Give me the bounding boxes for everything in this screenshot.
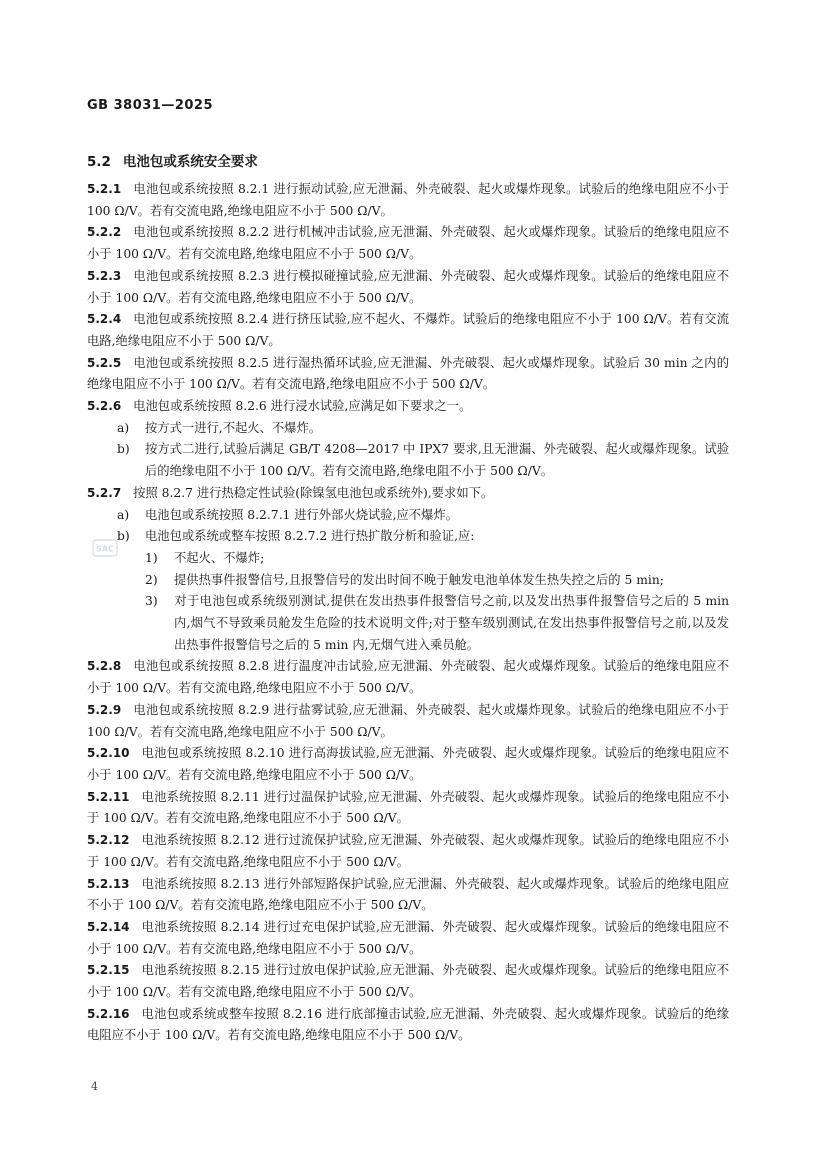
clause-number: 5.2.11	[87, 789, 130, 804]
clause-5-2-4	[87, 309, 729, 352]
list-text: 按方式一进行,不起火、不爆炸。	[145, 420, 322, 435]
clause-5-2-15	[87, 960, 729, 1003]
sub-list-text: 不起火、不爆炸;	[174, 550, 265, 565]
clause-number: 5.2.6	[87, 399, 122, 414]
clause-text: 电池包或系统按照 8.2.8 进行温度冲击试验,应无泄漏、外壳破裂、起火或爆炸现象。试验后的绝缘电阻应不小于 100 Ω/V。若有交流电路,绝缘电阻应不小于 500 Ω/V。	[87, 659, 729, 696]
clause-number: 5.2.7	[87, 485, 122, 500]
sub-list-text: 提供热事件报警信号,且报警信号的发出时间不晚于触发电池单体发生热失控之后的 5 min;	[174, 572, 664, 587]
list-label: a)	[117, 420, 130, 435]
list-label: a)	[117, 507, 130, 522]
section-number: 5.2	[87, 154, 111, 170]
clause-text: 电池包或系统按照 8.2.9 进行盐雾试验,应无泄漏、外壳破裂、起火或爆炸现象。试验后的绝缘电阻应不小于 100 Ω/V。若有交流电路,绝缘电阻应不小于 500 Ω/V。	[87, 702, 729, 739]
clause-5-2-16	[87, 1004, 729, 1047]
clause-5-2-12	[87, 830, 729, 873]
clause-text: 电池包或系统按照 8.2.10 进行高海拔试验,应无泄漏、外壳破裂、起火或爆炸现象。试验后的绝缘电阻应不小于 100 Ω/V。若有交流电路,绝缘电阻应不小于 500 Ω/V。	[87, 746, 729, 782]
clause-number: 5.2.5	[87, 355, 122, 370]
list-item	[87, 526, 729, 548]
clause-5-2-2	[87, 222, 729, 265]
clause-5-2-14	[87, 917, 729, 960]
section-heading	[87, 150, 258, 170]
list-item	[87, 418, 729, 440]
sub-list-item	[87, 548, 729, 570]
page-number: 4	[91, 1080, 98, 1093]
clause-number: 5.2.12	[87, 833, 130, 848]
clause-number: 5.2.14	[87, 919, 130, 934]
sub-list-label: 1)	[145, 550, 158, 565]
sub-list-item	[87, 570, 729, 592]
clause-text: 电池系统按照 8.2.14 进行过充电保护试验,应无泄漏、外壳破裂、起火或爆炸现象。试验后的绝缘电阻应不小于 100 Ω/V。若有交流电路,绝缘电阻应不小于 500 Ω/V。	[87, 919, 729, 956]
list-text: 按方式二进行,试验后满足 GB/T 4208—2017 中 IPX7 要求,且无泄漏、外壳破裂、起火或爆炸现象。试验后的绝缘电阻不小于 100 Ω/V。若有交流电路,绝缘电阻不小于 500 Ω/V。	[145, 442, 729, 479]
clause-5-2-8	[87, 656, 729, 699]
list-item	[87, 439, 729, 482]
list-label: b)	[117, 442, 130, 457]
clause-number: 5.2.16	[87, 1006, 130, 1021]
clause-text: 电池系统按照 8.2.11 进行过温保护试验,应无泄漏、外壳破裂、起火或爆炸现象。试验后的绝缘电阻应不小于 100 Ω/V。若有交流电路,绝缘电阻应不小于 500 Ω/V。	[87, 789, 729, 826]
sub-list-label: 2)	[145, 572, 158, 587]
clause-5-2-9	[87, 700, 729, 743]
clause-number: 5.2.8	[87, 659, 122, 674]
clause-text: 按照 8.2.7 进行热稳定性试验(除镍氢电池包或系统外),要求如下。	[133, 485, 494, 500]
clause-5-2-13	[87, 874, 729, 917]
clause-text: 电池包或系统按照 8.2.6 进行浸水试验,应满足如下要求之一。	[133, 399, 472, 414]
clause-5-2-5	[87, 353, 729, 396]
sub-list-label: 3)	[145, 594, 158, 609]
clause-5-2-11	[87, 787, 729, 830]
clause-text: 电池系统按照 8.2.13 进行外部短路保护试验,应无泄漏、外壳破裂、起火或爆炸现象。试验后的绝缘电阻应不小于 100 Ω/V。若有交流电路,绝缘电阻应不小于 500 Ω/V。	[87, 876, 729, 913]
sub-list-text: 对于电池包或系统级别测试,提供在发出热事件报警信号之前,以及发出热事件报警信号之后的 5 min 内,烟气不导致乘员舱发生危险的技术说明文件;对于整车级别测试,在发出热事件报警信号之前,以及发出热事件报警信号之后的 5 min 内,无烟气进入乘员舱。	[174, 594, 729, 652]
list-text: 电池包或系统按照 8.2.7.1 进行外部火烧试验,应不爆炸。	[145, 507, 458, 522]
clause-text: 电池包或系统按照 8.2.3 进行模拟碰撞试验,应无泄漏、外壳破裂、起火或爆炸现象。试验后的绝缘电阻应不小于 100 Ω/V。若有交流电路,绝缘电阻应不小于 500 Ω/V。	[87, 268, 729, 305]
list-label: b)	[117, 529, 130, 544]
clause-text: 电池包或系统按照 8.2.4 进行挤压试验,应不起火、不爆炸。试验后的绝缘电阻应不小于 100 Ω/V。若有交流电路,绝缘电阻应不小于 500 Ω/V。	[87, 312, 729, 348]
clause-text: 电池系统按照 8.2.15 进行过放电保护试验,应无泄漏、外壳破裂、起火或爆炸现象。试验后的绝缘电阻应不小于 100 Ω/V。若有交流电路,绝缘电阻应不小于 500 Ω/V。	[87, 963, 729, 1000]
list-item	[87, 505, 729, 527]
svg-text:SAC: SAC	[96, 544, 114, 554]
clause-number: 5.2.9	[87, 702, 122, 717]
standard-id: GB 38031—2025	[87, 98, 214, 113]
clause-number: 5.2.2	[87, 225, 122, 240]
clause-text: 电池包或系统或整车按照 8.2.16 进行底部撞击试验,应无泄漏、外壳破裂、起火或爆炸现象。试验后的绝缘电阻应不小于 100 Ω/V。若有交流电路,绝缘电阻应不小于 500 Ω/V。	[87, 1006, 729, 1043]
clause-5-2-10	[87, 743, 729, 786]
clause-number: 5.2.15	[87, 963, 130, 978]
clause-number: 5.2.4	[87, 312, 122, 327]
clause-text: 电池包或系统按照 8.2.2 进行机械冲击试验,应无泄漏、外壳破裂、起火或爆炸现象。试验后的绝缘电阻应不小于 100 Ω/V。若有交流电路,绝缘电阻应不小于 500 Ω/V。	[87, 225, 729, 262]
clause-5-2-1	[87, 179, 729, 222]
clause-number: 5.2.10	[87, 746, 130, 761]
clause-5-2-6	[87, 396, 729, 418]
clause-5-2-7	[87, 483, 729, 505]
clause-number: 5.2.13	[87, 876, 130, 891]
clause-text: 电池系统按照 8.2.12 进行过流保护试验,应无泄漏、外壳破裂、起火或爆炸现象。试验后的绝缘电阻应不小于 100 Ω/V。若有交流电路,绝缘电阻应不小于 500 Ω/V。	[87, 833, 729, 869]
clause-5-2-3	[87, 266, 729, 309]
section-title: 电池包或系统安全要求	[122, 154, 258, 170]
sub-list-item	[87, 591, 729, 656]
clause-number: 5.2.1	[87, 182, 122, 196]
clause-number: 5.2.3	[87, 268, 122, 283]
document-body	[87, 179, 729, 1047]
clause-text: 电池包或系统按照 8.2.5 进行湿热循环试验,应无泄漏、外壳破裂、起火或爆炸现象。试验后 30 min 之内的绝缘电阻应不小于 100 Ω/V。若有交流电路,绝缘电阻应不小于 500 Ω/V。	[87, 355, 729, 392]
clause-text: 电池包或系统按照 8.2.1 进行振动试验,应无泄漏、外壳破裂、起火或爆炸现象。试验后的绝缘电阻应不小于 100 Ω/V。若有交流电路,绝缘电阻应不小于 500 Ω/V。	[87, 182, 729, 218]
list-text: 电池包或系统或整车按照 8.2.7.2 进行热扩散分析和验证,应:	[145, 529, 475, 544]
